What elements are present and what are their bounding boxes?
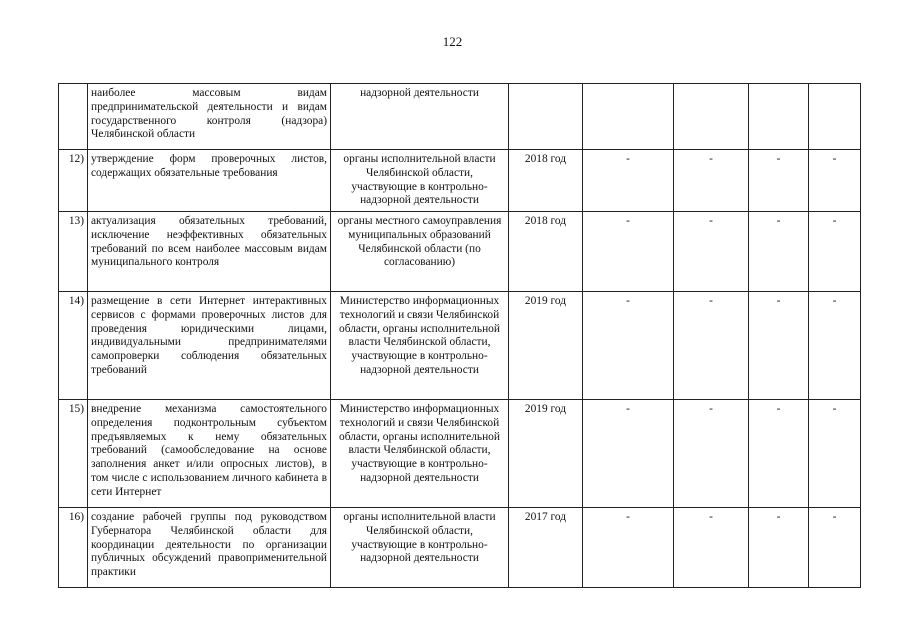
responsible-executor: органы исполнительной власти Челябинской области, участвующие в контрольно-надзорной деятельности [331, 150, 509, 212]
table-row [59, 508, 861, 588]
table-row [59, 292, 861, 400]
deadline-year: 2019 год [509, 292, 583, 400]
value-cell: - [674, 292, 749, 400]
row-number: 13) [59, 212, 88, 292]
value-cell: - [583, 400, 674, 508]
value-cell: - [809, 150, 861, 212]
row-number: 12) [59, 150, 88, 212]
measure-description: утверждение форм проверочных листов, содержащих обязательные требования [88, 150, 331, 212]
measure-description: наиболее массовым видам предпринимательской деятельности и видам государственного контроля (надзора) Челябинской области [88, 84, 331, 150]
deadline-year: 2018 год [509, 212, 583, 292]
value-cell: - [809, 292, 861, 400]
responsible-executor: Министерство информационных технологий и связи Челябинской области, органы исполнительной власти Челябинской области, участвующие в контрольно-надзорной деятельности [331, 400, 509, 508]
value-cell [674, 84, 749, 150]
measures-table [58, 83, 861, 588]
row-number [59, 84, 88, 150]
value-cell [809, 84, 861, 150]
responsible-executor: органы местного самоуправления муниципальных образований Челябинской области (по согласованию) [331, 212, 509, 292]
value-cell: - [583, 150, 674, 212]
value-cell: - [674, 150, 749, 212]
value-cell [749, 84, 809, 150]
value-cell: - [809, 212, 861, 292]
value-cell: - [749, 150, 809, 212]
row-number: 14) [59, 292, 88, 400]
value-cell: - [809, 508, 861, 588]
table-row [59, 150, 861, 212]
row-number: 16) [59, 508, 88, 588]
responsible-executor: надзорной деятельности [331, 84, 509, 150]
table-row [59, 400, 861, 508]
responsible-executor: органы исполнительной власти Челябинской области, участвующие в контрольно-надзорной деятельности [331, 508, 509, 588]
value-cell: - [749, 212, 809, 292]
value-cell: - [674, 508, 749, 588]
deadline-year [509, 84, 583, 150]
value-cell: - [809, 400, 861, 508]
measure-description: создание рабочей группы под руководством Губернатора Челябинской области для координации деятельности по организации публичных обсуждений правоприменительной практики [88, 508, 331, 588]
deadline-year: 2017 год [509, 508, 583, 588]
responsible-executor: Министерство информационных технологий и связи Челябинской области, органы исполнительной власти Челябинской области, участвующие в контрольно-надзорной деятельности [331, 292, 509, 400]
deadline-year: 2018 год [509, 150, 583, 212]
value-cell [583, 84, 674, 150]
page-number: 122 [442, 34, 463, 49]
measure-description: актуализация обязательных требований, исключение неэффективных обязательных требований по всем наиболее массовым видам муниципального контроля [88, 212, 331, 292]
deadline-year: 2019 год [509, 400, 583, 508]
measure-description: внедрение механизма самостоятельного определения подконтрольным субъектом предъявляемых к нему обязательных требований (самообследование на основе заполнения анкет и/или опросных листов), в том числе с использованием личного кабинета в сети Интернет [88, 400, 331, 508]
value-cell: - [583, 212, 674, 292]
value-cell: - [674, 400, 749, 508]
measure-description: размещение в сети Интернет интерактивных сервисов с формами проверочных листов для проведения юридическими лицами, индивидуальными предпринимателями самопроверки соблюдения обязательных требований [88, 292, 331, 400]
value-cell: - [583, 508, 674, 588]
table-row [59, 212, 861, 292]
table-row [59, 84, 861, 150]
value-cell: - [749, 508, 809, 588]
row-number: 15) [59, 400, 88, 508]
value-cell: - [583, 292, 674, 400]
value-cell: - [749, 400, 809, 508]
value-cell: - [674, 212, 749, 292]
value-cell: - [749, 292, 809, 400]
